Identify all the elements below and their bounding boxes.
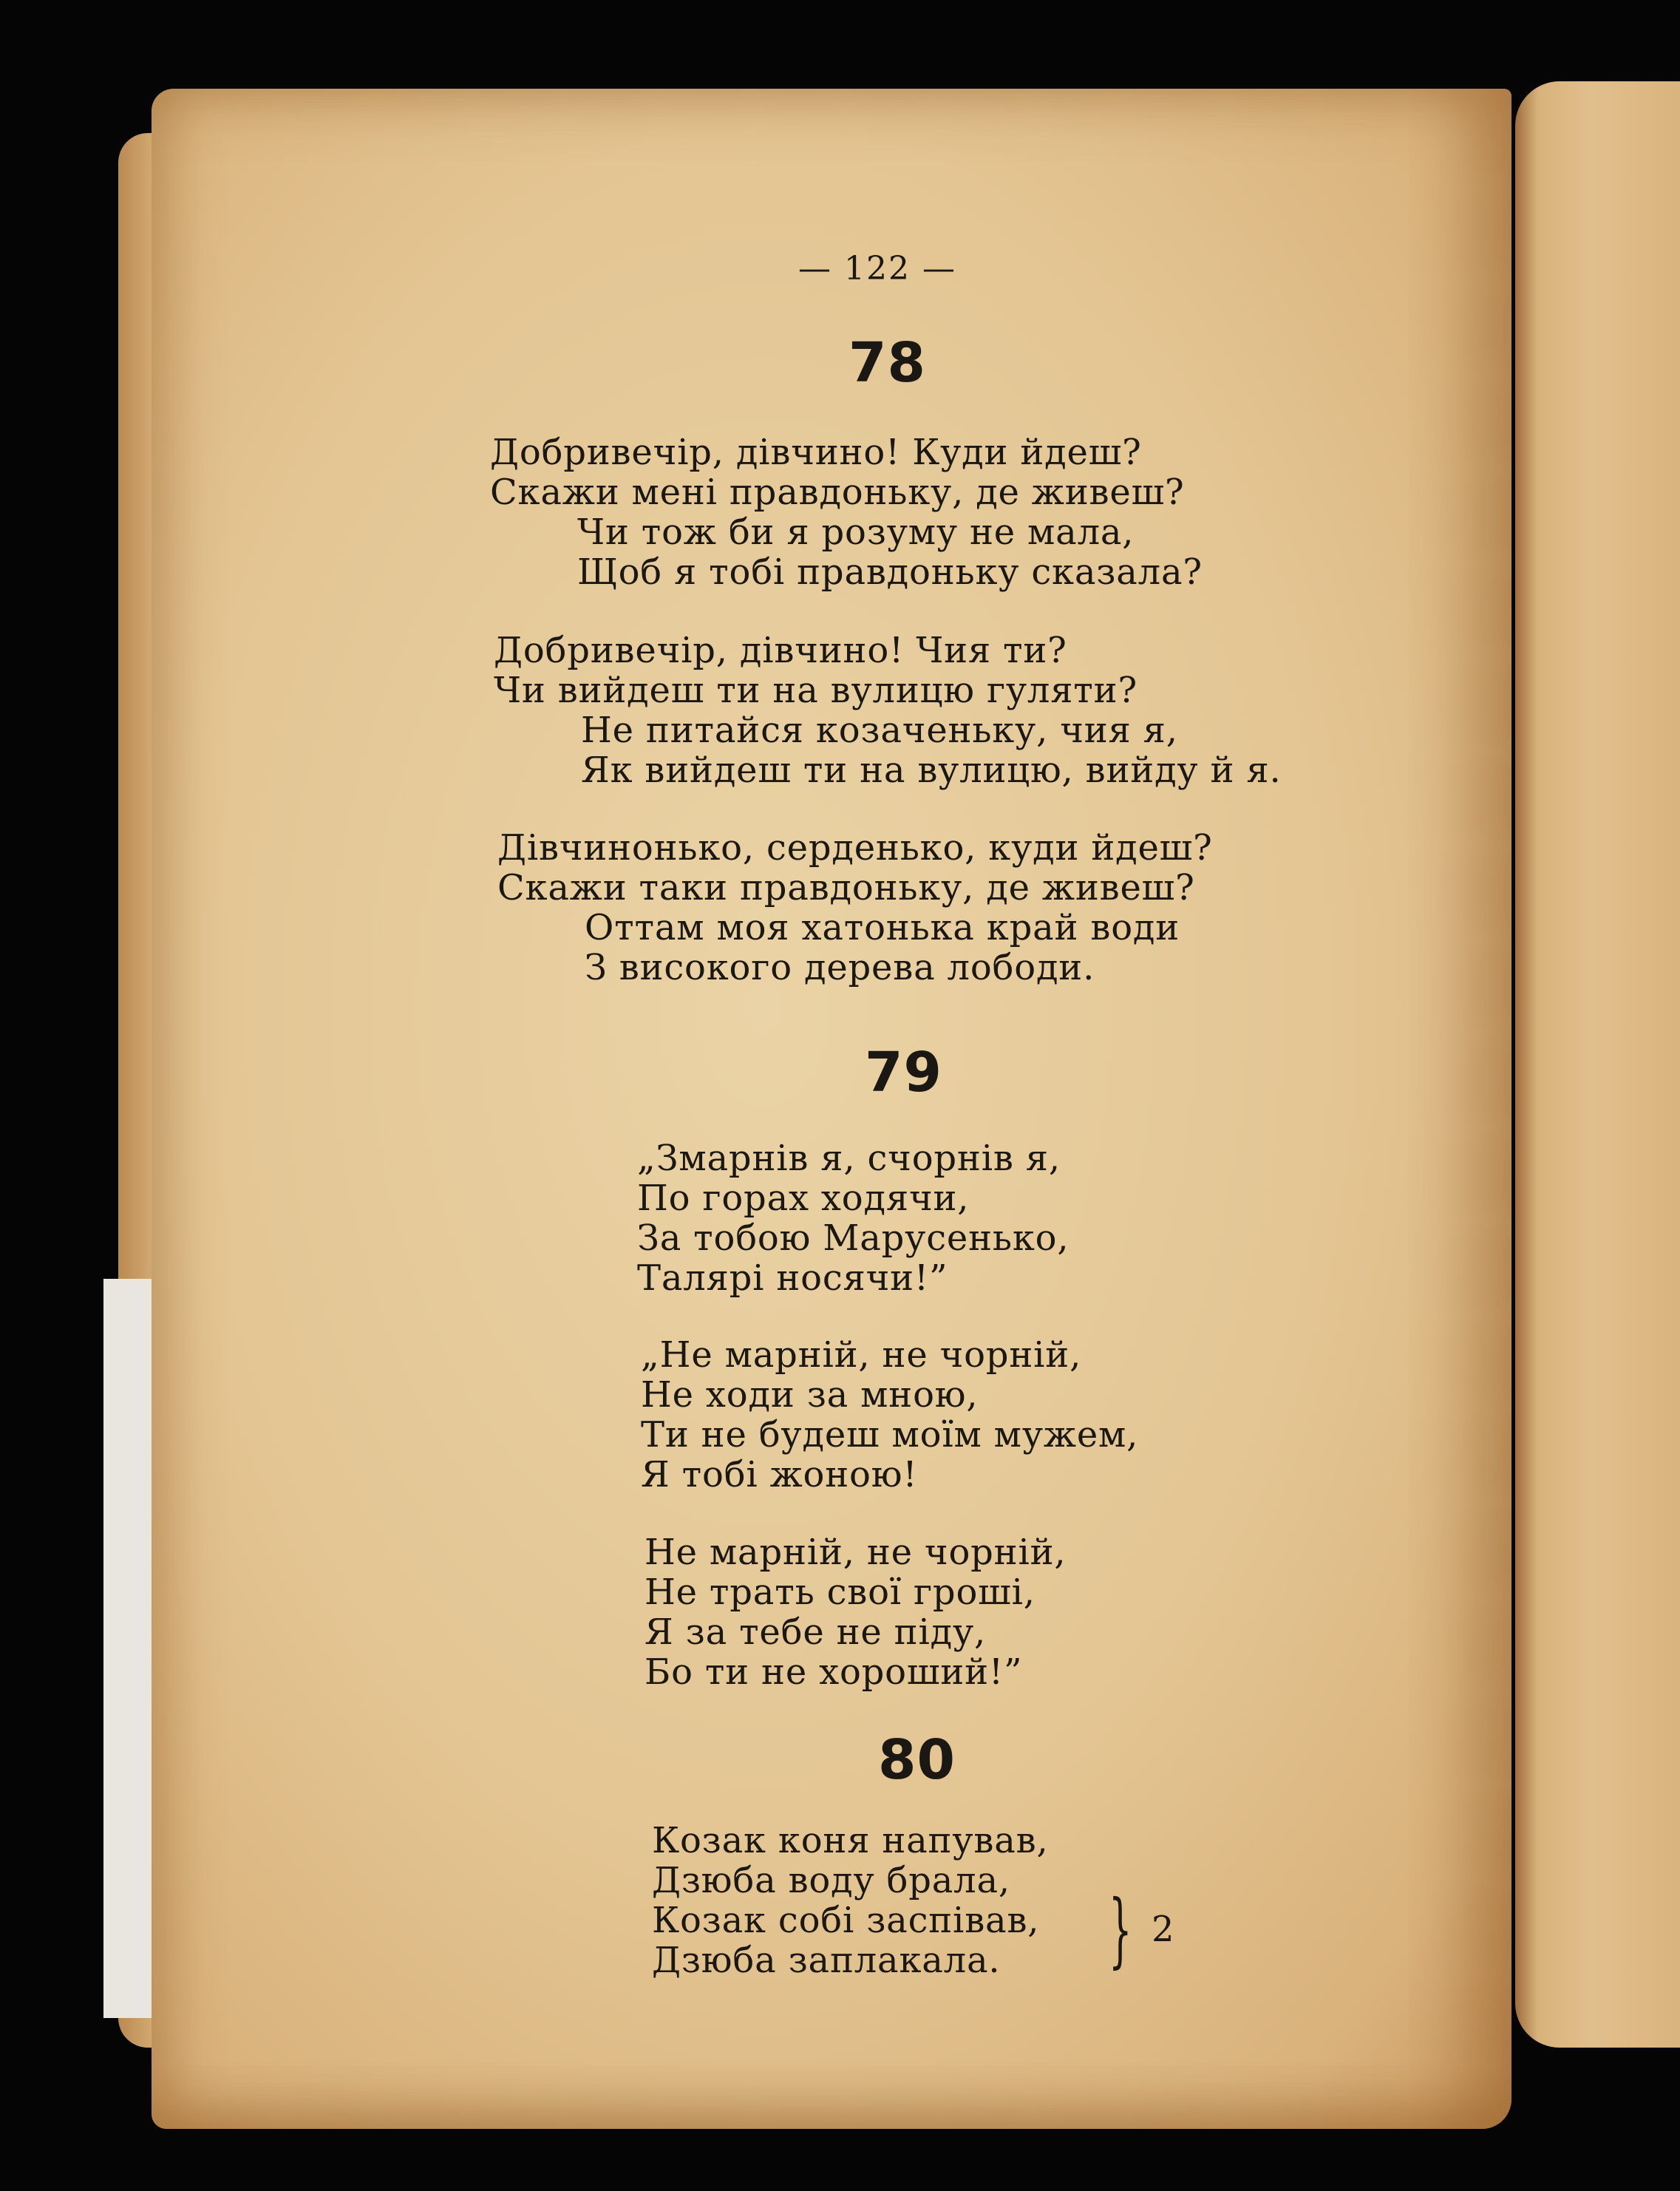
verse-line: Скажи мені правдоньку, де живеш? <box>490 472 1185 513</box>
verse-line: Не марній, не чорній, <box>645 1532 1067 1573</box>
song-number-80: 80 <box>878 1728 956 1792</box>
verse-line: Талярі носячи!” <box>637 1257 948 1299</box>
song-78-stanza-3 <box>497 828 1213 988</box>
verse-line: З високого дерева лободи. <box>585 947 1095 988</box>
verse-line: Не трать свої гроші, <box>645 1572 1035 1613</box>
song-79-stanza-1 <box>637 1138 1069 1298</box>
song-79-stanza-2 <box>641 1335 1138 1495</box>
verse-line: Добривечір, дівчино! Чия ти? <box>494 630 1067 671</box>
song-78-stanza-2 <box>494 631 1282 790</box>
repeat-count: 2 <box>1152 1909 1174 1950</box>
song-number-78: 78 <box>848 331 926 395</box>
verse-line: Не ходи за мною, <box>641 1374 979 1416</box>
verse-line: Ти не будеш моїм мужем, <box>641 1414 1139 1455</box>
verse-line: Щоб я тобі правдоньку сказала? <box>577 551 1203 593</box>
verse-line: Бо ти не хороший!” <box>645 1651 1023 1693</box>
verse-line: Козак коня напував, <box>652 1820 1049 1861</box>
page-number: — 122 — <box>798 250 956 288</box>
verse-line: Оттам моя хатонька край води <box>585 907 1180 948</box>
verse-line: Я за тебе не піду, <box>645 1611 987 1653</box>
repeat-brace: } <box>1109 1882 1132 1977</box>
verse-line: Дзюба воду брала, <box>652 1860 1010 1901</box>
verse-line: Добривечір, дівчино! Куди йдеш? <box>490 432 1142 473</box>
verse-line: По горах ходячи, <box>637 1178 970 1219</box>
song-78-stanza-1 <box>490 432 1203 592</box>
verse-line: Я тобі жоною! <box>641 1454 918 1495</box>
song-80-stanza-1 <box>652 1821 1049 1980</box>
verse-line: Скажи таки правдоньку, де живеш? <box>497 867 1195 908</box>
verse-line: „Змарнів я, счорнів я, <box>637 1138 1061 1179</box>
verse-line: Чи вийдеш ти на вулицю гуляти? <box>494 670 1137 711</box>
verse-line: Дівчинонько, серденько, куди йдеш? <box>497 827 1213 869</box>
verse-line: Як вийдеш ти на вулицю, вийду й я. <box>581 750 1282 791</box>
verse-line: Дзюба заплакала. <box>652 1940 1001 1981</box>
verse-line: Чи тож би я розуму не мала, <box>577 512 1135 553</box>
verse-line: „Не марній, не чорній, <box>641 1334 1082 1376</box>
verse-line: За тобою Марусенько, <box>637 1217 1069 1259</box>
song-79-stanza-3 <box>645 1532 1066 1692</box>
verse-line: Не питайся козаченьку, чия я, <box>581 710 1178 751</box>
song-number-79: 79 <box>865 1041 942 1104</box>
verse-line: Козак собі заспівав, <box>652 1900 1040 1941</box>
